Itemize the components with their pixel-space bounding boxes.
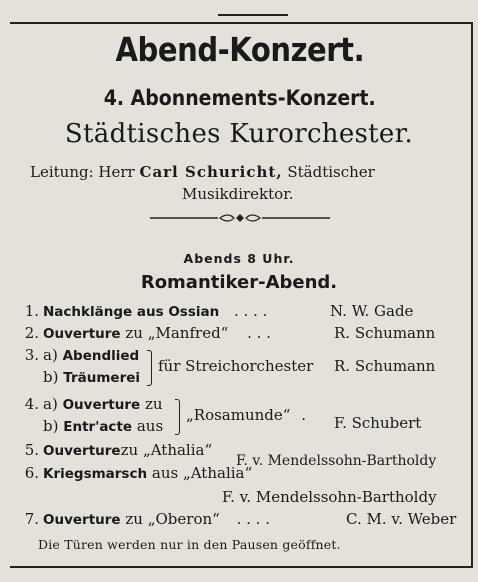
work-title: „Athalia“ [142, 441, 213, 459]
work-name: Träumerei [63, 370, 141, 386]
work-name: Entr'acte [63, 419, 133, 435]
concert-title: Abend-Konzert. [115, 30, 365, 69]
item-3-note: für Streichorchester [158, 357, 314, 375]
leitung-prefix: Leitung: Herr [30, 163, 135, 181]
work-name: Ouverture [62, 397, 141, 413]
concert-subtitle: 4. Abonnements-Konzert. [103, 86, 376, 110]
composer-5: F. v. Mendelssohn-Bartholdy [236, 453, 437, 469]
connector: zu [125, 510, 143, 528]
composer-3: R. Schumann [334, 357, 436, 375]
conductor-name: Carl Schuricht, [139, 163, 283, 181]
program-item-3b: b) Träumerei [43, 368, 141, 386]
program-item-4b: b) Entr'acte aus [43, 417, 164, 435]
work-name: Nachklänge aus Ossian [43, 304, 220, 320]
program-item-3a: 3. a) Abendlied [24, 346, 140, 364]
evening-title: Romantiker-Abend. [140, 272, 338, 293]
orchestra-name: Städtisches Kurorchester. [64, 119, 414, 149]
work-name: Kriegsmarsch [43, 466, 148, 482]
ornament-divider-icon [150, 212, 330, 224]
concert-time: Abends 8 Uhr. [183, 251, 295, 266]
leitung-line [30, 163, 375, 181]
footer-note: Die Türen werden nur in den Pausen geöffnet. [38, 537, 341, 552]
brace-icon [147, 350, 152, 386]
composer-7: C. M. v. Weber [346, 510, 457, 528]
work-title: „Oberon“ [147, 510, 220, 528]
leader-dots: . . . . [234, 302, 268, 320]
brace-icon [175, 399, 180, 435]
top-rule [218, 14, 288, 16]
work-title: „Manfred“ [147, 324, 229, 342]
connector: zu [120, 441, 139, 459]
leitung-line-2: Musikdirektor. [182, 185, 294, 203]
connector: aus [151, 464, 179, 482]
item-4-title: „Rosamunde“ . [186, 406, 306, 424]
composer-1: N. W. Gade [330, 302, 414, 320]
leader-dots: . . . [247, 324, 271, 342]
work-title: „Athalia“ [182, 464, 253, 482]
program-item-2: 2. Ouverture zu „Manfred“ . . . [24, 324, 271, 342]
work-name: Ouverture [43, 326, 121, 342]
program-item-7: 7. Ouverture zu „Oberon“ . . . . [24, 510, 270, 528]
program-item-6: 6. Kriegsmarsch aus „Athalia“ [24, 464, 253, 482]
work-name: Abendlied [62, 348, 140, 364]
leader-dots: . . . . [236, 510, 270, 528]
connector: aus [136, 417, 164, 435]
composer-6: F. v. Mendelssohn-Bartholdy [222, 488, 437, 506]
connector: zu [144, 395, 163, 413]
leitung-suffix: Städtischer [287, 163, 375, 181]
composer-4: F. Schubert [334, 414, 422, 432]
work-name: Ouverture [43, 512, 121, 528]
composer-2: R. Schumann [334, 324, 436, 342]
program-item-1: 1. Nachklänge aus Ossian . . . . [24, 302, 268, 320]
program-item-5: 5. Ouverturezu „Athalia“ [24, 441, 213, 459]
work-name: Ouverture [43, 443, 121, 459]
connector: zu [125, 324, 143, 342]
program-item-4a: 4. a) Ouverture zu [24, 395, 163, 413]
